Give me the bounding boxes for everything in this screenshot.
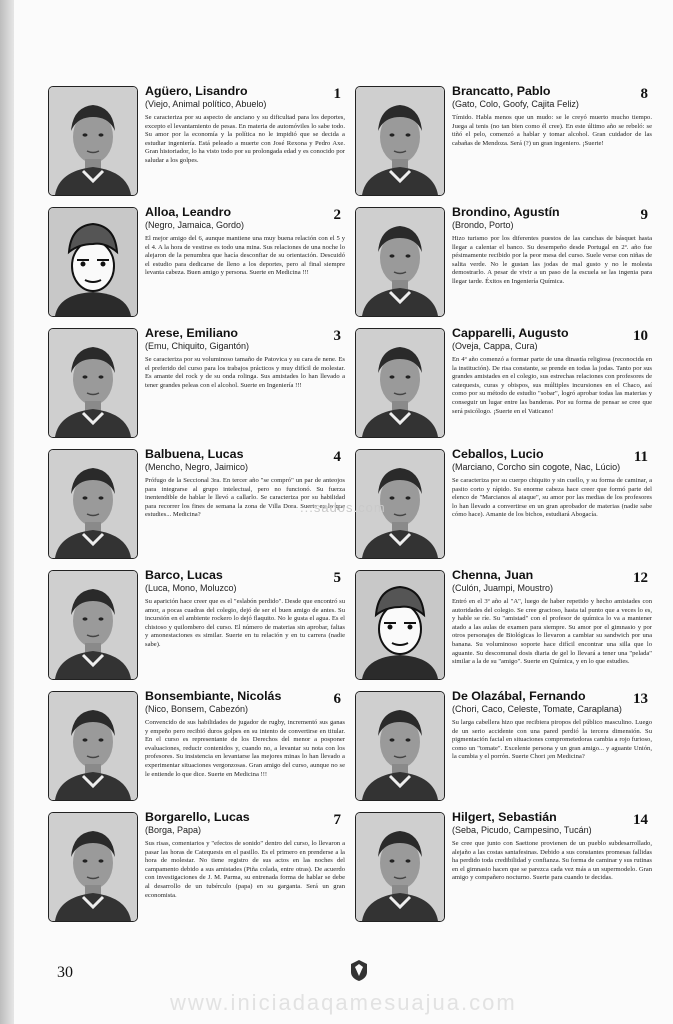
student-nicknames: (Chori, Caco, Celeste, Tomate, Caraplana)	[452, 704, 622, 714]
student-number: 9	[640, 207, 648, 223]
student-nicknames: (Nico, Bonsem, Cabezón)	[145, 704, 249, 714]
student-description: Se caracteriza por su aspecto de anciano y su dificultad para los deportes, excepto el levantamiento de pesas. En materia de automóviles lo sabe todo. Su amor por la economía y la política no le impidió que se decida a estudiar ingeniería. Está peleado a muerte con José Rexona y Pedro Axe. Gran historiador, lo ha visto todo por su prolongada edad y es conocido por saludar a los golpes.	[145, 114, 345, 164]
student-name: Capparelli, Augusto	[452, 326, 569, 340]
portrait-photo	[49, 87, 137, 195]
student-photo	[355, 328, 445, 438]
student-info	[145, 689, 345, 797]
student-nicknames: (Mencho, Negro, Jaimico)	[145, 462, 249, 472]
student-number: 6	[333, 691, 341, 707]
portrait-photo	[49, 329, 137, 437]
student-photo	[48, 691, 138, 801]
student-photo	[48, 570, 138, 680]
student-info	[145, 326, 345, 434]
student-photo	[48, 812, 138, 922]
student-number: 10	[633, 328, 648, 344]
student-number: 4	[333, 449, 341, 465]
portrait-photo	[356, 87, 444, 195]
student-nicknames: (Gato, Colo, Goofy, Cajita Feliz)	[452, 99, 579, 109]
student-info	[145, 568, 345, 676]
student-nicknames: (Luca, Mono, Moluzco)	[145, 583, 237, 593]
student-entry	[355, 443, 655, 564]
student-entry	[48, 80, 348, 201]
student-name: Alloa, Leandro	[145, 205, 232, 219]
student-number: 13	[633, 691, 648, 707]
student-entry	[355, 322, 655, 443]
student-info	[145, 205, 345, 313]
student-description: En 4º año comenzó a formar parte de una dinastía religiosa (reconocida en la institución). De risa constante, se prende en todas la jodas. Tanto por sus grandes amistades en el colegio, sus estrechas relaciones con profesores de catequesis, curas y obispos, sus múltiples incursiones en el Chaco, así como por su método de estudio "sobar", logró aprobar todas las materias y conseguir un lugar entre las banderas. Por su forma de pensar se cree que será psicólogo. ¡Suerte en el Vaticano!	[452, 356, 652, 415]
student-number: 14	[633, 812, 648, 828]
student-description: Se cree que junto con Saettone provienen de un pueblo subdesarrollado, alejaño a las costas santafesinas. Debido a sus constantes promesas fallidas ha perdido toda credibilidad y confianza. Su forma de caminar y sus rutinas en el gimnasio hacen que se parezca cada vez más a un supermodelo. Gran amigo y compañero nocturno. Suerte para cuando te decidas.	[452, 840, 652, 882]
portrait-photo	[49, 571, 137, 679]
student-entry	[355, 80, 655, 201]
student-description: Convencido de sus habilidades de jugador de rugby, incrementó sus ganas y empeño pero recibió duros golpes en su intento de convertirse en titular. En el curso es representante de los Derechos del menor a posponer evaluaciones, reducir contenidos y, cuando no, a levantar su nota con los profesores. Su insistencia en levantarse las mejores minas lo han llevado a experimentar situaciones vergonzosas. Gran amigo del curso, aunque no se le entiende lo que dice. Suerte en Medicina !!!	[145, 719, 345, 778]
student-info	[452, 326, 652, 434]
student-description: El mejor amigo del 6, aunque mantiene una muy buena relación con el 5 y el 4. A la hora de vestirse es todo una mina. Sus relaciones de una noche lo alejaron de la penumbra que hacía desconfiar de su orientación. Descuidó el estudio para dedicarse de lleno a los deportes, pero al final siempre levanta cabeza. Buen amigo y persona. Suerte en Medicina !!!	[145, 235, 345, 277]
student-nicknames: (Oveja, Cappa, Cura)	[452, 341, 538, 351]
student-name: Brancatto, Pablo	[452, 84, 551, 98]
portrait-photo	[356, 329, 444, 437]
student-info	[452, 447, 652, 555]
student-name: De Olazábal, Fernando	[452, 689, 586, 703]
student-nicknames: (Marciano, Corcho sin cogote, Nac, Lúcio)	[452, 462, 621, 472]
student-entry	[48, 564, 348, 685]
student-name: Bonsembiante, Nicolás	[145, 689, 282, 703]
student-entry	[355, 564, 655, 685]
student-nicknames: (Culón, Juampi, Moustro)	[452, 583, 554, 593]
student-name: Hilgert, Sebastián	[452, 810, 557, 824]
student-photo	[355, 207, 445, 317]
student-number: 7	[333, 812, 341, 828]
student-photo	[48, 207, 138, 317]
student-description: Tímido. Habla menos que un mudo: se le creyó muerto mucho tiempo. Juega al tenis (no tan bien como él cree). En este último año se rebeló: se tiñó el pelo, comenzó a hablar y tomar alcohol. Gran cuidador de las cabañas de Mendoza. Será (?) un gran ingeniero. ¡Suerte!	[452, 114, 652, 147]
student-name: Arese, Emiliano	[145, 326, 238, 340]
student-description: Se caracteriza por su cuerpo chiquito y sin cuello, y su forma de caminar, a pasito corto y rápido. Su enorme cabeza hace creer que formó parte del elenco de "Marcianos al ataque", su amor por las medias de los profesores lo han llevado a convertirse en un gran aprobador de materias (nadie sabe cómo hace). Amante de los bichos, estudiará Abogacía.	[452, 477, 652, 519]
student-photo	[48, 449, 138, 559]
student-nicknames: (Brondo, Porto)	[452, 220, 514, 230]
page-binding-shadow	[0, 0, 14, 1024]
student-description: Entró en el 3º año al "A", luego de haber repetido y hecho amistades con autoridades del colegio. Se cree gracioso, hasta tal punto que a veces lo es, y hable se ríe. Su "amistad" con el profesor de química lo va a mantener atado a las aulas de examen para siempre. Su amor por el gimnasio y por otros personajes de Biológicas lo llevaron a cambiar su sandwich por una banana. Su voluminoso soporte hace difícil encontrar una silla que lo aguante. Su descomunal dosis diaria de gel lo llevará a tener una "pelada" similar a la de su "amigo". Suerte en Química, y en lo que estudies.	[452, 598, 652, 666]
student-entry	[355, 201, 655, 322]
student-name: Barco, Lucas	[145, 568, 223, 582]
student-info	[145, 810, 345, 918]
watermark-text: ...sados.com	[300, 500, 386, 515]
student-photo	[355, 812, 445, 922]
student-description: Prófugo de la Seccional 3ra. En tercer año "se compró" un par de anteojos para integrarse al grupo intelectual, pero no funcionó. Su fuerza inentendible de hablar le llevó a callarlo. Se caracteriza por su habilidad para recorrer los fines de semana la zona de Villa Dora. Suerte en lo que estudies... Medicina?	[145, 477, 345, 519]
student-entry	[48, 806, 348, 927]
student-nicknames: (Viejo, Animal político, Abuelo)	[145, 99, 267, 109]
student-photo	[355, 570, 445, 680]
student-entry	[48, 685, 348, 806]
student-nicknames: (Borga, Papa)	[145, 825, 202, 835]
portrait-photo	[356, 692, 444, 800]
student-photo	[48, 86, 138, 196]
student-info	[452, 810, 652, 918]
student-description: Su aparición hace creer que es el "eslabón perdido". Desde que encontró su amor, a pocas cuadras del colegio, dejó de ser el buen amigo de antes. Su incursión en el ambiente rockero lo dejó flaquito. No le gusta el agua. Es el chistoso y quilombero del curso. El número de materias sin aprobar, faltas y amonestaciones es similar. Suerte en tu relación y en tu carrera (nadie sabe).	[145, 598, 345, 648]
portrait-photo	[356, 813, 444, 921]
student-name: Brondino, Agustín	[452, 205, 560, 219]
student-description: Su larga cabellera hizo que recibiera piropos del público masculino. Luego de un serio accidente con una pared perdió la tercera dimensión. Su pigmentación facial en situaciones comprometedoras cambia a rojo furioso, como un "tomate". Excelente persona y un gran amigo... y aguante Unión, la cumbia y el porrón. Suerte Chori ¡en Medicina?	[452, 719, 652, 761]
student-entry	[355, 806, 655, 927]
cartoon-placeholder	[356, 571, 444, 679]
student-photo	[355, 691, 445, 801]
student-name: Borgarello, Lucas	[145, 810, 250, 824]
student-info	[145, 84, 345, 192]
student-entry	[48, 201, 348, 322]
student-nicknames: (Seba, Picudo, Campesino, Tucán)	[452, 825, 592, 835]
footer-watermark: www.iniciadaqamesuajua.com	[170, 990, 517, 1015]
portrait-photo	[49, 692, 137, 800]
student-nicknames: (Negro, Jamaica, Gordo)	[145, 220, 245, 230]
student-name: Chenna, Juan	[452, 568, 534, 582]
portrait-photo	[49, 450, 137, 558]
school-crest-icon	[348, 958, 370, 982]
student-name: Agüero, Lisandro	[145, 84, 248, 98]
student-info	[452, 205, 652, 313]
right-column	[355, 80, 655, 927]
student-info	[452, 84, 652, 192]
student-number: 12	[633, 570, 648, 586]
student-description: Hizo turismo por los diferentes puestos de las canchas de básquet hasta llegar a calentar el banco. Su desempeño desde Portugal en 2º. año fue pésimamente recibido por la peor mesa del curso. Suele verse con niñas de salita verde. No le gustan las jodas de mal gusto y no le molesta demostrarlo. A pesar de vivir a un paso de la escuela se las ingenia para llegar tarde. Éxitos en Ingeniería Química.	[452, 235, 652, 285]
student-info	[452, 568, 652, 676]
student-photo	[48, 328, 138, 438]
page-number: 30	[57, 964, 73, 981]
student-entry	[48, 322, 348, 443]
student-photo	[355, 86, 445, 196]
student-number: 8	[640, 86, 648, 102]
student-entry	[355, 685, 655, 806]
student-number: 11	[633, 449, 648, 465]
student-nicknames: (Emu, Chiquito, Gigantón)	[145, 341, 250, 351]
cartoon-placeholder	[49, 208, 137, 316]
student-number: 3	[333, 328, 341, 344]
student-description: Sus risas, comentarios y "efectos de sonido" dentro del curso, lo llevaron a pasar las horas de Catequesis en el pasillo. Es el primero en prenderse a la hora de molestar. No tiene registro de sus actos en las noches del campamento debido a sus amistades (Piña colada, entre otras). De acuerdo con investigaciones de J. M. Parma, su entrenada forma de hablar se debe al desarrollo de un tubérculo (papa) en su garganta. Será un gran economista.	[145, 840, 345, 899]
student-number: 1	[333, 86, 341, 102]
portrait-photo	[49, 813, 137, 921]
student-info	[452, 689, 652, 797]
student-name: Balbuena, Lucas	[145, 447, 244, 461]
portrait-photo	[356, 208, 444, 316]
student-description: Se caracteriza por su voluminoso tamaño de Patovica y su cara de nene. Es el preferido del curso para los trabajos prácticos y muy difícil de molestar. Es amante del rock y de su onda rolinga. Sus amistades lo han llevado a tener grandes peleas con el alcohol. Suerte en Ingeniería !!!	[145, 356, 345, 389]
student-number: 2	[333, 207, 341, 223]
student-number: 5	[333, 570, 341, 586]
student-name: Ceballos, Lucio	[452, 447, 544, 461]
